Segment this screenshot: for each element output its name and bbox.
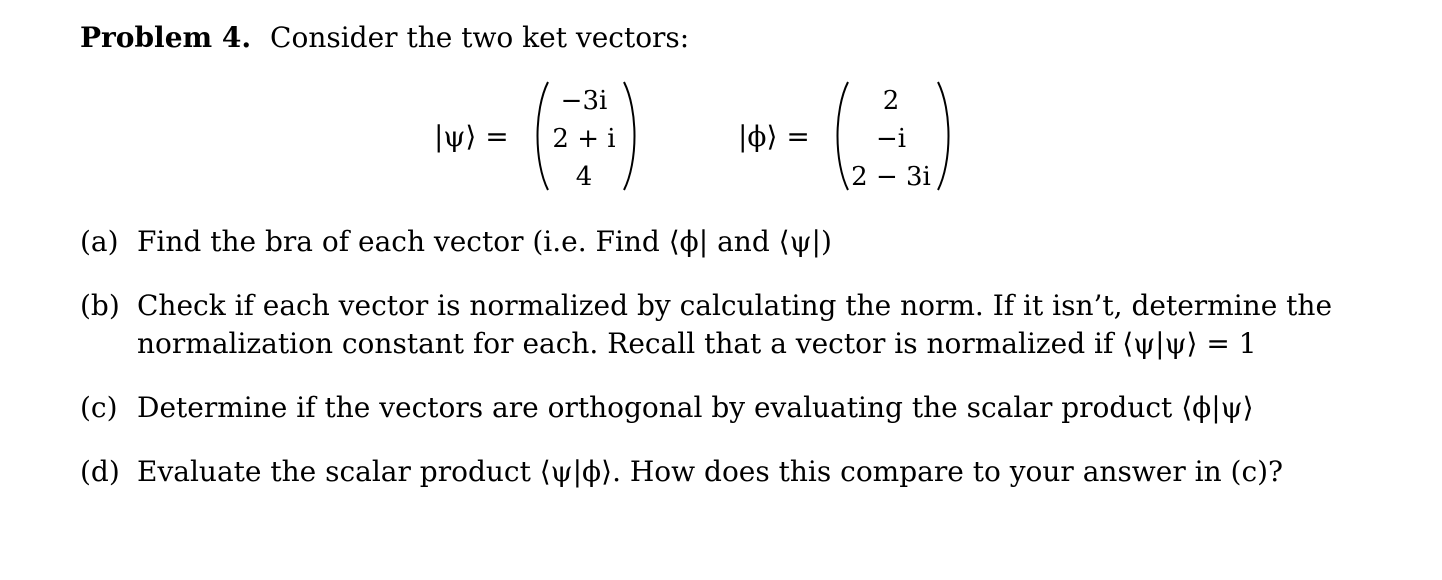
right-paren — [934, 80, 954, 192]
part-a-label: (a) — [80, 225, 119, 258]
psi-entry: −3i — [560, 86, 608, 116]
part-d-label: (d) — [80, 455, 120, 488]
part-c-label: (c) — [80, 391, 118, 424]
phi-vector — [738, 80, 958, 192]
part-c-text: Determine if the vectors are orthogonal by evaluating the scalar product ⟨ϕ|ψ⟩ — [137, 391, 1254, 424]
phi-entry: −i — [875, 124, 907, 154]
psi-vector — [434, 80, 644, 192]
phi-entry: 2 — [882, 86, 900, 116]
part-b-label: (b) — [80, 289, 120, 322]
part-b-text-line2: normalization constant for each. Recall that a vector is normalized if ⟨ψ|ψ⟩ = 1 — [137, 327, 1257, 360]
phi-entries — [846, 84, 936, 198]
psi-entry: 4 — [575, 162, 593, 192]
psi-entries — [546, 84, 622, 198]
psi-entry: 2 + i — [552, 124, 616, 154]
part-b-text-line1: Check if each vector is normalized by calculating the norm. If it isn’t, determine the — [137, 289, 1333, 322]
phi-entry: 2 − 3i — [851, 162, 931, 192]
problem-intro: Consider the two ket vectors: — [270, 21, 690, 54]
right-paren — [620, 80, 640, 192]
psi-ket-label: |ψ⟩ = — [434, 120, 509, 153]
phi-ket-label: |ϕ⟩ = — [738, 120, 810, 153]
part-d-text: Evaluate the scalar product ⟨ψ|ϕ⟩. How does this compare to your answer in (c)? — [137, 455, 1284, 488]
part-a-text: Find the bra of each vector (i.e. Find ⟨ϕ| and ⟨ψ|) — [137, 225, 832, 258]
problem-heading — [80, 21, 690, 54]
problem-label: Problem 4. — [80, 21, 252, 54]
